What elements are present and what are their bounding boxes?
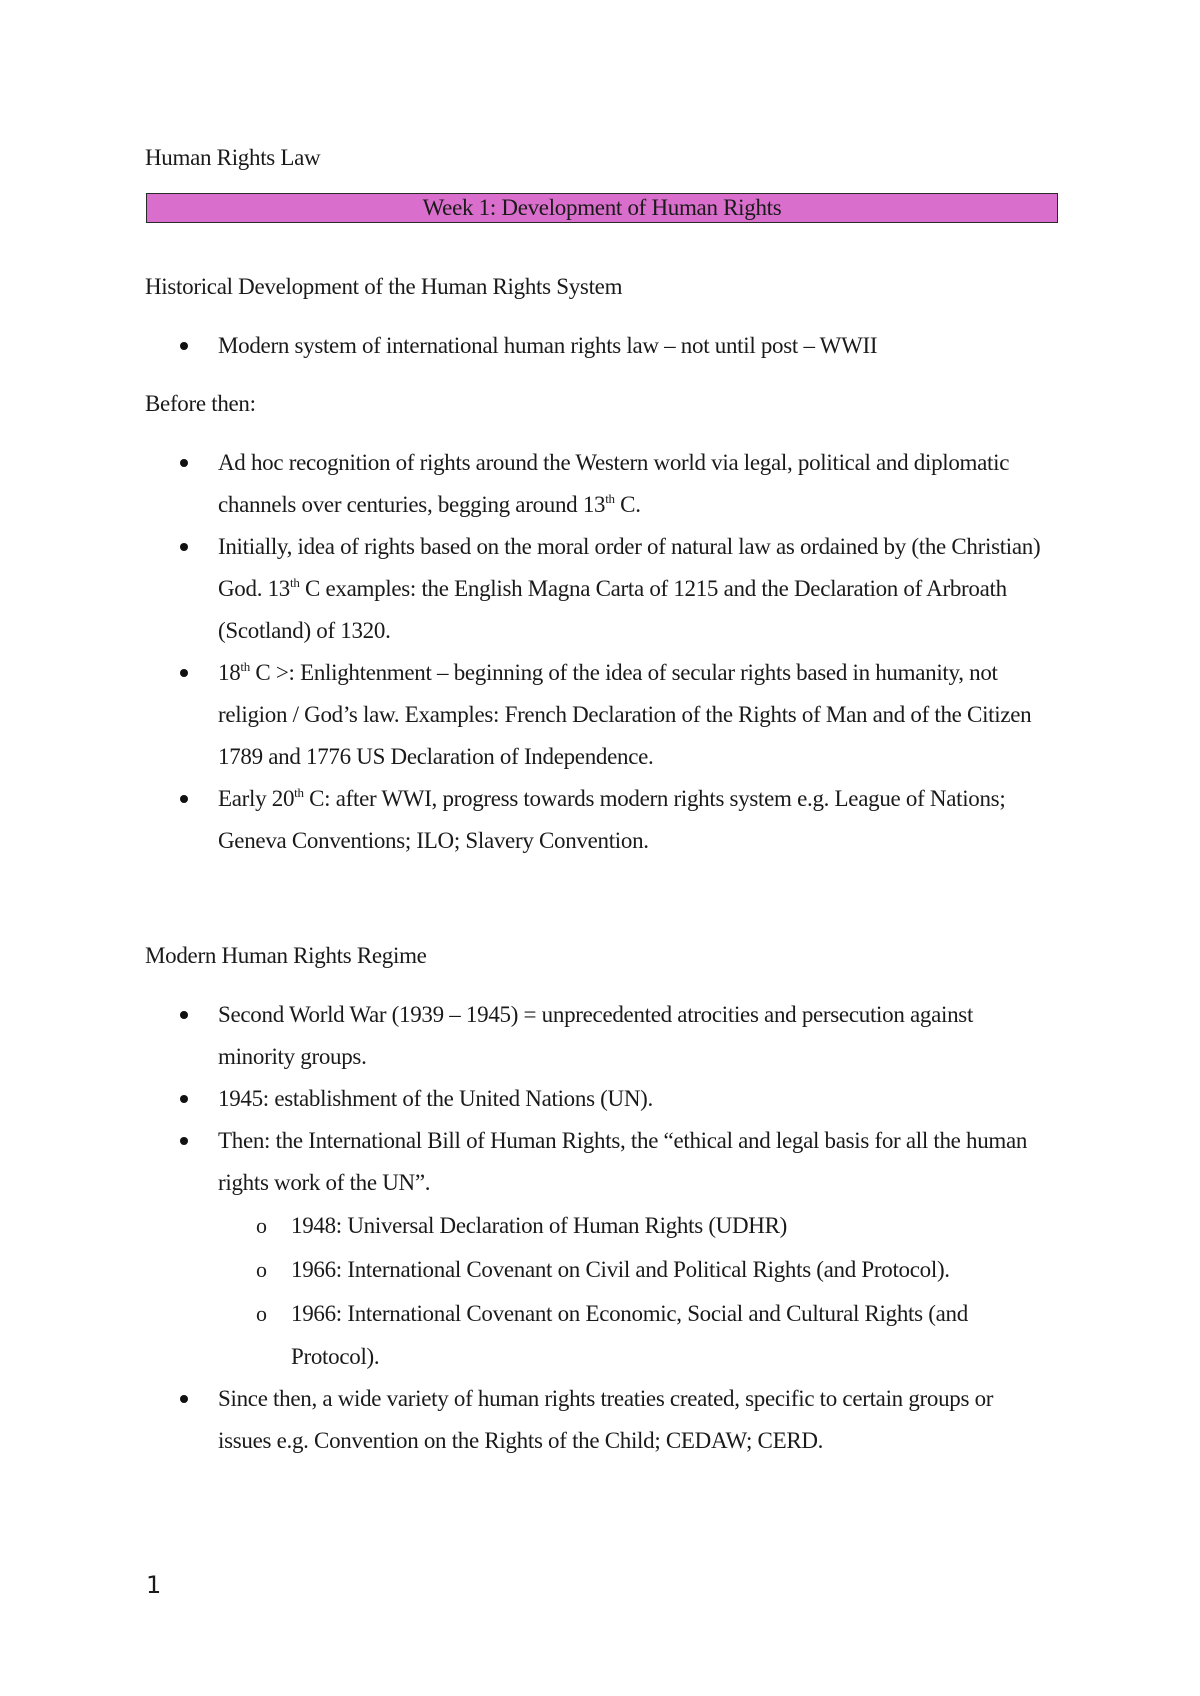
circle-bullet-icon: o — [256, 1257, 267, 1282]
superscript-ordinal: th — [605, 491, 615, 506]
circle-bullet-icon: o — [256, 1213, 267, 1238]
sub-list-item-text: 1966: International Covenant on Civil and Political Rights (and Protocol). — [291, 1257, 950, 1282]
list-item — [218, 442, 1048, 526]
bullet-icon — [180, 1137, 188, 1145]
bullet-icon — [180, 1395, 188, 1403]
list-item — [218, 652, 1048, 778]
superscript-ordinal: th — [294, 785, 304, 800]
page-number: 1 — [146, 1571, 162, 1599]
superscript-ordinal: th — [240, 659, 250, 674]
document-title: Human Rights Law — [145, 145, 321, 170]
list-item-text-continued: C examples: the English Magna Carta of 1215 and the Declaration of Arbroath (Scotland) of 1320. — [218, 576, 1007, 643]
list-item-text: Initially, idea of rights based on the moral order of natural law as ordained by (the Christian) God. 13 — [218, 534, 1041, 601]
sub-list-item-text: 1948: Universal Declaration of Human Rights (UDHR) — [291, 1213, 788, 1238]
superscript-ordinal: th — [290, 575, 300, 590]
sub-list-item — [256, 1292, 1051, 1378]
bullet-icon — [180, 342, 188, 350]
bullet-icon — [180, 543, 188, 551]
before-then-label: Before then: — [145, 391, 256, 416]
list-item-text: Then: the International Bill of Human Rights, the “ethical and legal basis for all the human rights work of the UN”. — [218, 1128, 1028, 1195]
bullet-icon — [180, 669, 188, 677]
list-item-text: Since then, a wide variety of human rights treaties created, specific to certain groups or issues e.g. Convention on the Rights of the Child; CEDAW; CERD. — [218, 1386, 994, 1453]
bullet-icon — [180, 1011, 188, 1019]
list-item-text-continued: C >: Enlightenment – beginning of the idea of secular rights based in humanity, not religion / God’s law. Examples: French Declaration of the Rights of Man and of the Citizen 1789 and 1776 US Declaration of Independence. — [218, 660, 1032, 769]
circle-bullet-icon: o — [256, 1301, 267, 1326]
sub-list-item — [256, 1248, 1051, 1291]
list-item — [218, 1378, 1048, 1462]
list-item-text-continued: C. — [614, 492, 641, 517]
section-heading-modern: Modern Human Rights Regime — [145, 943, 427, 968]
list-item — [218, 1078, 1048, 1120]
list-item-text: Second World War (1939 – 1945) = unprecedented atrocities and persecution against minority groups. — [218, 1002, 974, 1069]
list-item — [218, 1120, 1048, 1204]
week-heading: Week 1: Development of Human Rights — [422, 195, 782, 220]
list-item — [218, 325, 1048, 367]
list-item-text: 18 — [218, 660, 241, 685]
bullet-icon — [180, 459, 188, 467]
list-item-text: Ad hoc recognition of rights around the Western world via legal, political and diplomatic channels over centuries, begging around 13 — [218, 450, 1010, 517]
list-item — [218, 994, 1048, 1078]
sub-list-item — [256, 1204, 1051, 1247]
list-item-text-continued: C: after WWI, progress towards modern rights system e.g. League of Nations; Geneva Conventions; ILO; Slavery Convention. — [218, 786, 1006, 853]
list-item — [218, 778, 1048, 862]
list-item-text: Early 20 — [218, 786, 295, 811]
week-heading-bar — [146, 193, 1058, 223]
sub-list-item-text: 1966: International Covenant on Economic, Social and Cultural Rights (and Protocol). — [291, 1301, 968, 1369]
list-item-text: 1945: establishment of the United Nations (UN). — [218, 1086, 653, 1111]
bullet-icon — [180, 1095, 188, 1103]
section-heading-historical: Historical Development of the Human Rights System — [145, 274, 623, 299]
list-item-text: Modern system of international human rights law – not until post – WWII — [218, 333, 878, 358]
list-item — [218, 526, 1048, 652]
bullet-icon — [180, 795, 188, 803]
